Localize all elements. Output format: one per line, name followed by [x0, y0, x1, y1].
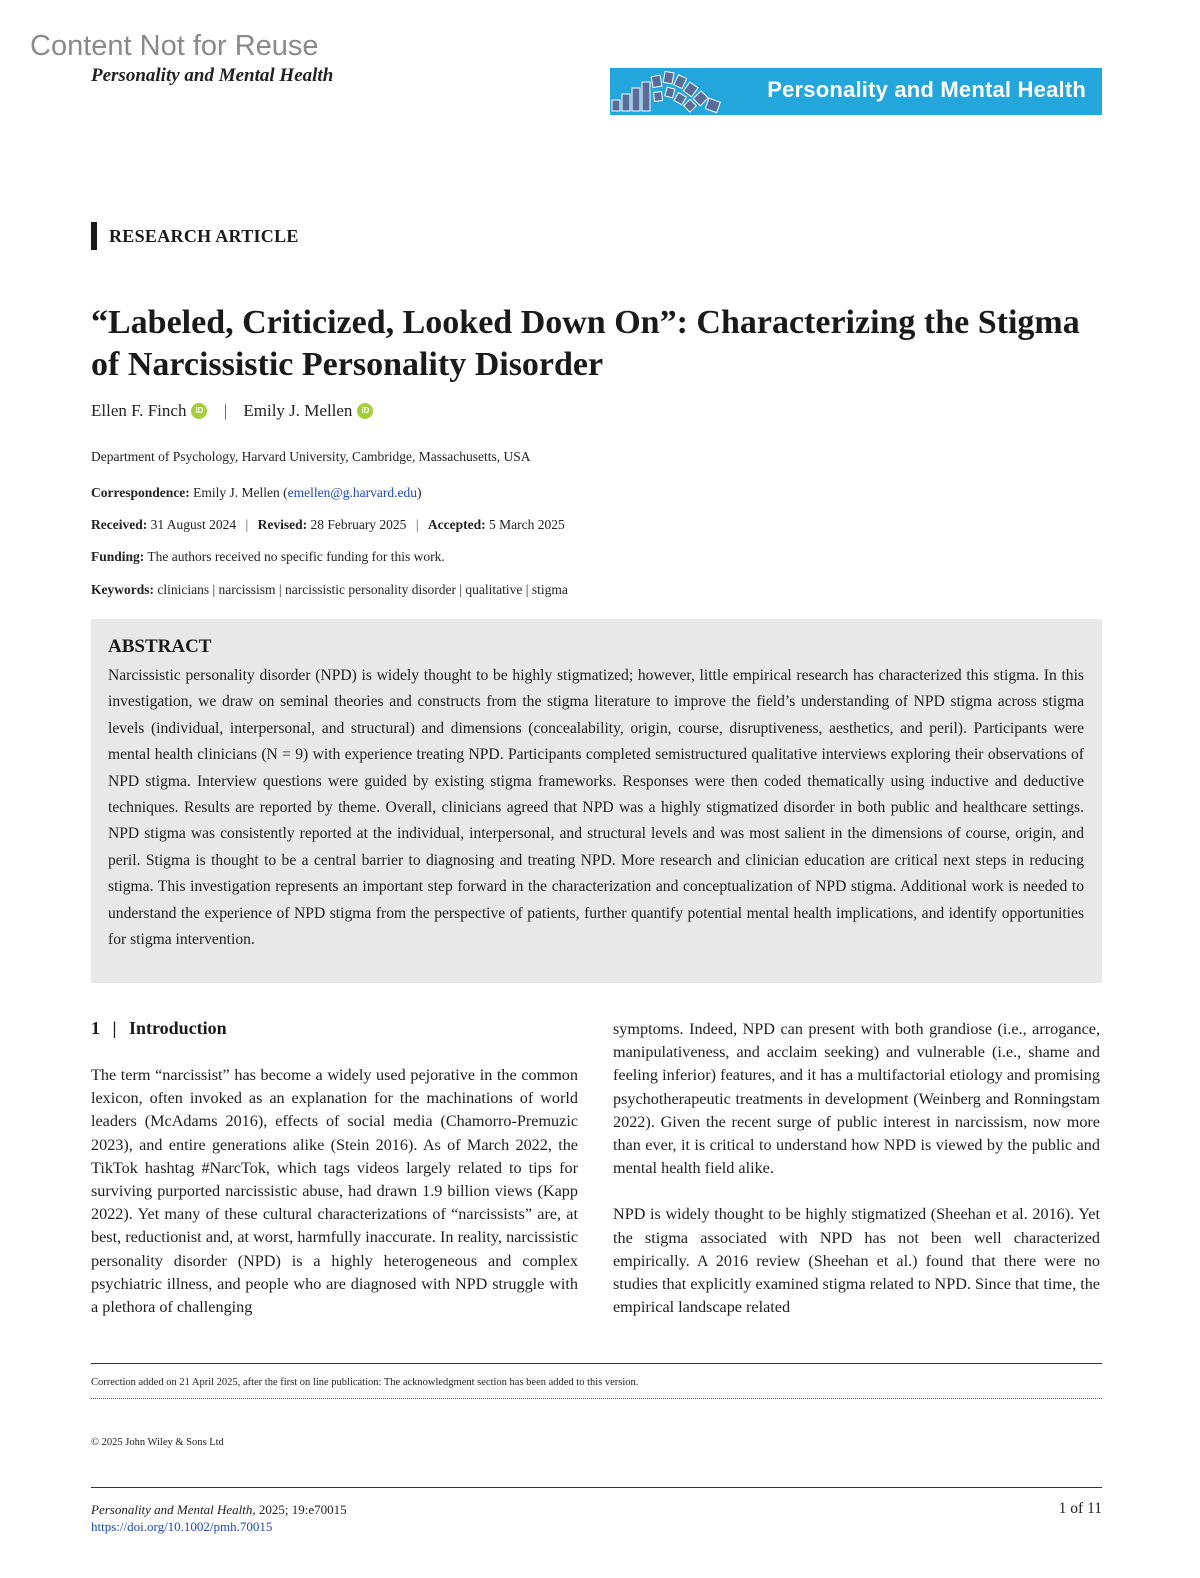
author-name: Ellen F. Finch — [91, 401, 187, 420]
correspondence: Correspondence: Emily J. Mellen (emellen@g.harvard.edu) — [91, 485, 422, 500]
page-number: 1 of 11 — [1058, 1500, 1102, 1517]
accepted-date: 5 March 2025 — [489, 517, 565, 532]
correction-note: Correction added on 21 April 2025, after the first on line publication: The acknowledgment section has been added to this version. — [91, 1377, 639, 1388]
section-number: 1 — [91, 1018, 100, 1038]
journal-name-header: Personality and Mental Health — [91, 65, 334, 86]
article-title: “Labeled, Criticized, Looked Down On”: Characterizing the Stigma of Narcissistic Personality Disorder — [91, 304, 1080, 383]
revised-date: 28 February 2025 — [310, 517, 407, 532]
orcid-icon[interactable]: iD — [191, 403, 207, 419]
intro-paragraph-1: The term “narcissist” has become a widely used pejorative in the common lexicon, often invoked as an explanation for the machinations of world leaders (McAdams 2016), effects of social media (Chamorro-Premuzic 2023), and entire generations alike (Stein 2016). As of March 2022, the TikTok hashtag #NarcTok, which tags videos largely related to tips for surviving purported narcissistic abuse, had drawn 1.9 billion views (Kapp 2022). Yet many of these cultural characterizations of “narcissists” are, at best, reductionist and, at worst, harmfully inaccurate. In reality, narcissistic personality disorder (NPD) is a highly heterogeneous and complex psychiatric illness, and people who are diagnosed with NPD struggle with a plethora of challenging — [91, 1066, 578, 1317]
author-2[interactable] — [243, 401, 373, 421]
intro-paragraph-3: NPD is widely thought to be highly stigmatized (Sheehan et al. 2016). Yet the stigma associated with NPD has not been well characterized empirically. A 2016 review (Sheehan et al.) found that there were no studies that explicitly examined stigma related to NPD. Since that time, the empirical landscape related — [613, 1205, 1100, 1317]
orcid-icon[interactable]: iD — [357, 403, 373, 419]
footer-rule — [91, 1487, 1102, 1488]
footer-volume: , 2025; 19:e70015 — [252, 1502, 347, 1517]
correspondence-label: Correspondence: — [91, 485, 190, 500]
dotted-rule — [91, 1398, 1102, 1399]
keywords — [91, 582, 568, 598]
received-label: Received: — [91, 517, 148, 532]
keywords-text: clinicians | narcissism | narcissistic personality disorder | qualitative | stigma — [157, 582, 568, 597]
section-separator: | — [112, 1018, 117, 1038]
watermark: Content Not for Reuse — [30, 30, 319, 62]
intro-paragraph-2: symptoms. Indeed, NPD can present with both grandiose (i.e., arrogance, manipulativeness, and acclaim seeking) and vulnerable (i.e., shame and feeling inferior) features, and it has a multifactorial etiology and promising psychotherapeutic treatments in development (Weinberg and Ronningstam 2022). Given the recent surge of public interest in narcissism, now more than ever, it is critical to understand how NPD is viewed by the public and mental health field alike. — [613, 1020, 1100, 1178]
section-heading-introduction — [91, 1018, 227, 1039]
footer-citation — [91, 1502, 347, 1518]
doi-link[interactable]: https://doi.org/10.1002/pmh.70015 — [91, 1519, 273, 1534]
abstract-box — [91, 619, 1102, 983]
accepted-label: Accepted: — [427, 517, 486, 532]
funding-text: The authors received no specific funding for this work. — [147, 549, 445, 564]
keywords-label: Keywords: — [91, 582, 154, 597]
footer-journal-name: Personality and Mental Health — [91, 1502, 253, 1517]
left-column — [91, 1064, 578, 1342]
article-dates: Received: 31 August 2024 | Revised: 28 February 2025 | Accepted: 5 March 2025 — [91, 517, 565, 532]
author-list — [91, 401, 373, 421]
journal-banner[interactable] — [610, 68, 1102, 115]
affiliation: Department of Psychology, Harvard University, Cambridge, Massachusetts, USA — [91, 449, 531, 464]
journal-logo-icon — [610, 68, 740, 115]
author-name: Emily J. Mellen — [243, 401, 353, 420]
article-type-label: RESEARCH ARTICLE — [91, 222, 299, 250]
footnote-rule — [91, 1363, 1102, 1364]
correspondence-email-link[interactable]: emellen@g.harvard.edu — [287, 485, 418, 500]
right-column — [613, 1018, 1100, 1342]
abstract-heading: ABSTRACT — [108, 636, 212, 657]
funding-label: Funding: — [91, 549, 145, 564]
copyright: © 2025 John Wiley & Sons Ltd — [91, 1437, 224, 1448]
funding — [91, 549, 445, 565]
section-title: Introduction — [128, 1018, 227, 1038]
author-1[interactable] — [91, 401, 207, 421]
banner-title: Personality and Mental Health — [767, 77, 1086, 102]
abstract-text: Narcissistic personality disorder (NPD) is widely thought to be highly stigmatized; however, little empirical research has characterized this stigma. In this investigation, we draw on seminal theories and constructs from the stigma literature to improve the field’s understanding of NPD stigma across stigma levels (individual, interpersonal, and structural) and dimensions (concealability, origin, course, disruptiveness, aesthetics, and peril). Participants were mental health clinicians (N = 9) with experience treating NPD. Participants completed semistructured qualitative interviews exploring their observations of NPD stigma. Interview questions were guided by existing stigma frameworks. Responses were then coded thematically using inductive and deductive techniques. Results are reported by theme. Overall, clinicians agreed that NPD was a highly stigmatized disorder in both public and healthcare settings. NPD stigma was consistently reported at the individual, interpersonal, and structural levels and was most salient in the dimensions of course, origin, and peril. Stigma is thought to be a central barrier to diagnosing and treating NPD. More research and clinician education are critical next steps in reducing stigma. This investigation represents an important step forward in the characterization and conceptualization of NPD stigma. Additional work is needed to understand the experience of NPD stigma from the perspective of patients, further quantify potential mental health implications, and identify opportunities for stigma intervention. — [108, 667, 1084, 949]
correspondence-name: Emily J. Mellen — [193, 485, 280, 500]
revised-label: Revised: — [257, 517, 308, 532]
received-date: 31 August 2024 — [150, 517, 237, 532]
author-separator: | — [223, 401, 228, 420]
